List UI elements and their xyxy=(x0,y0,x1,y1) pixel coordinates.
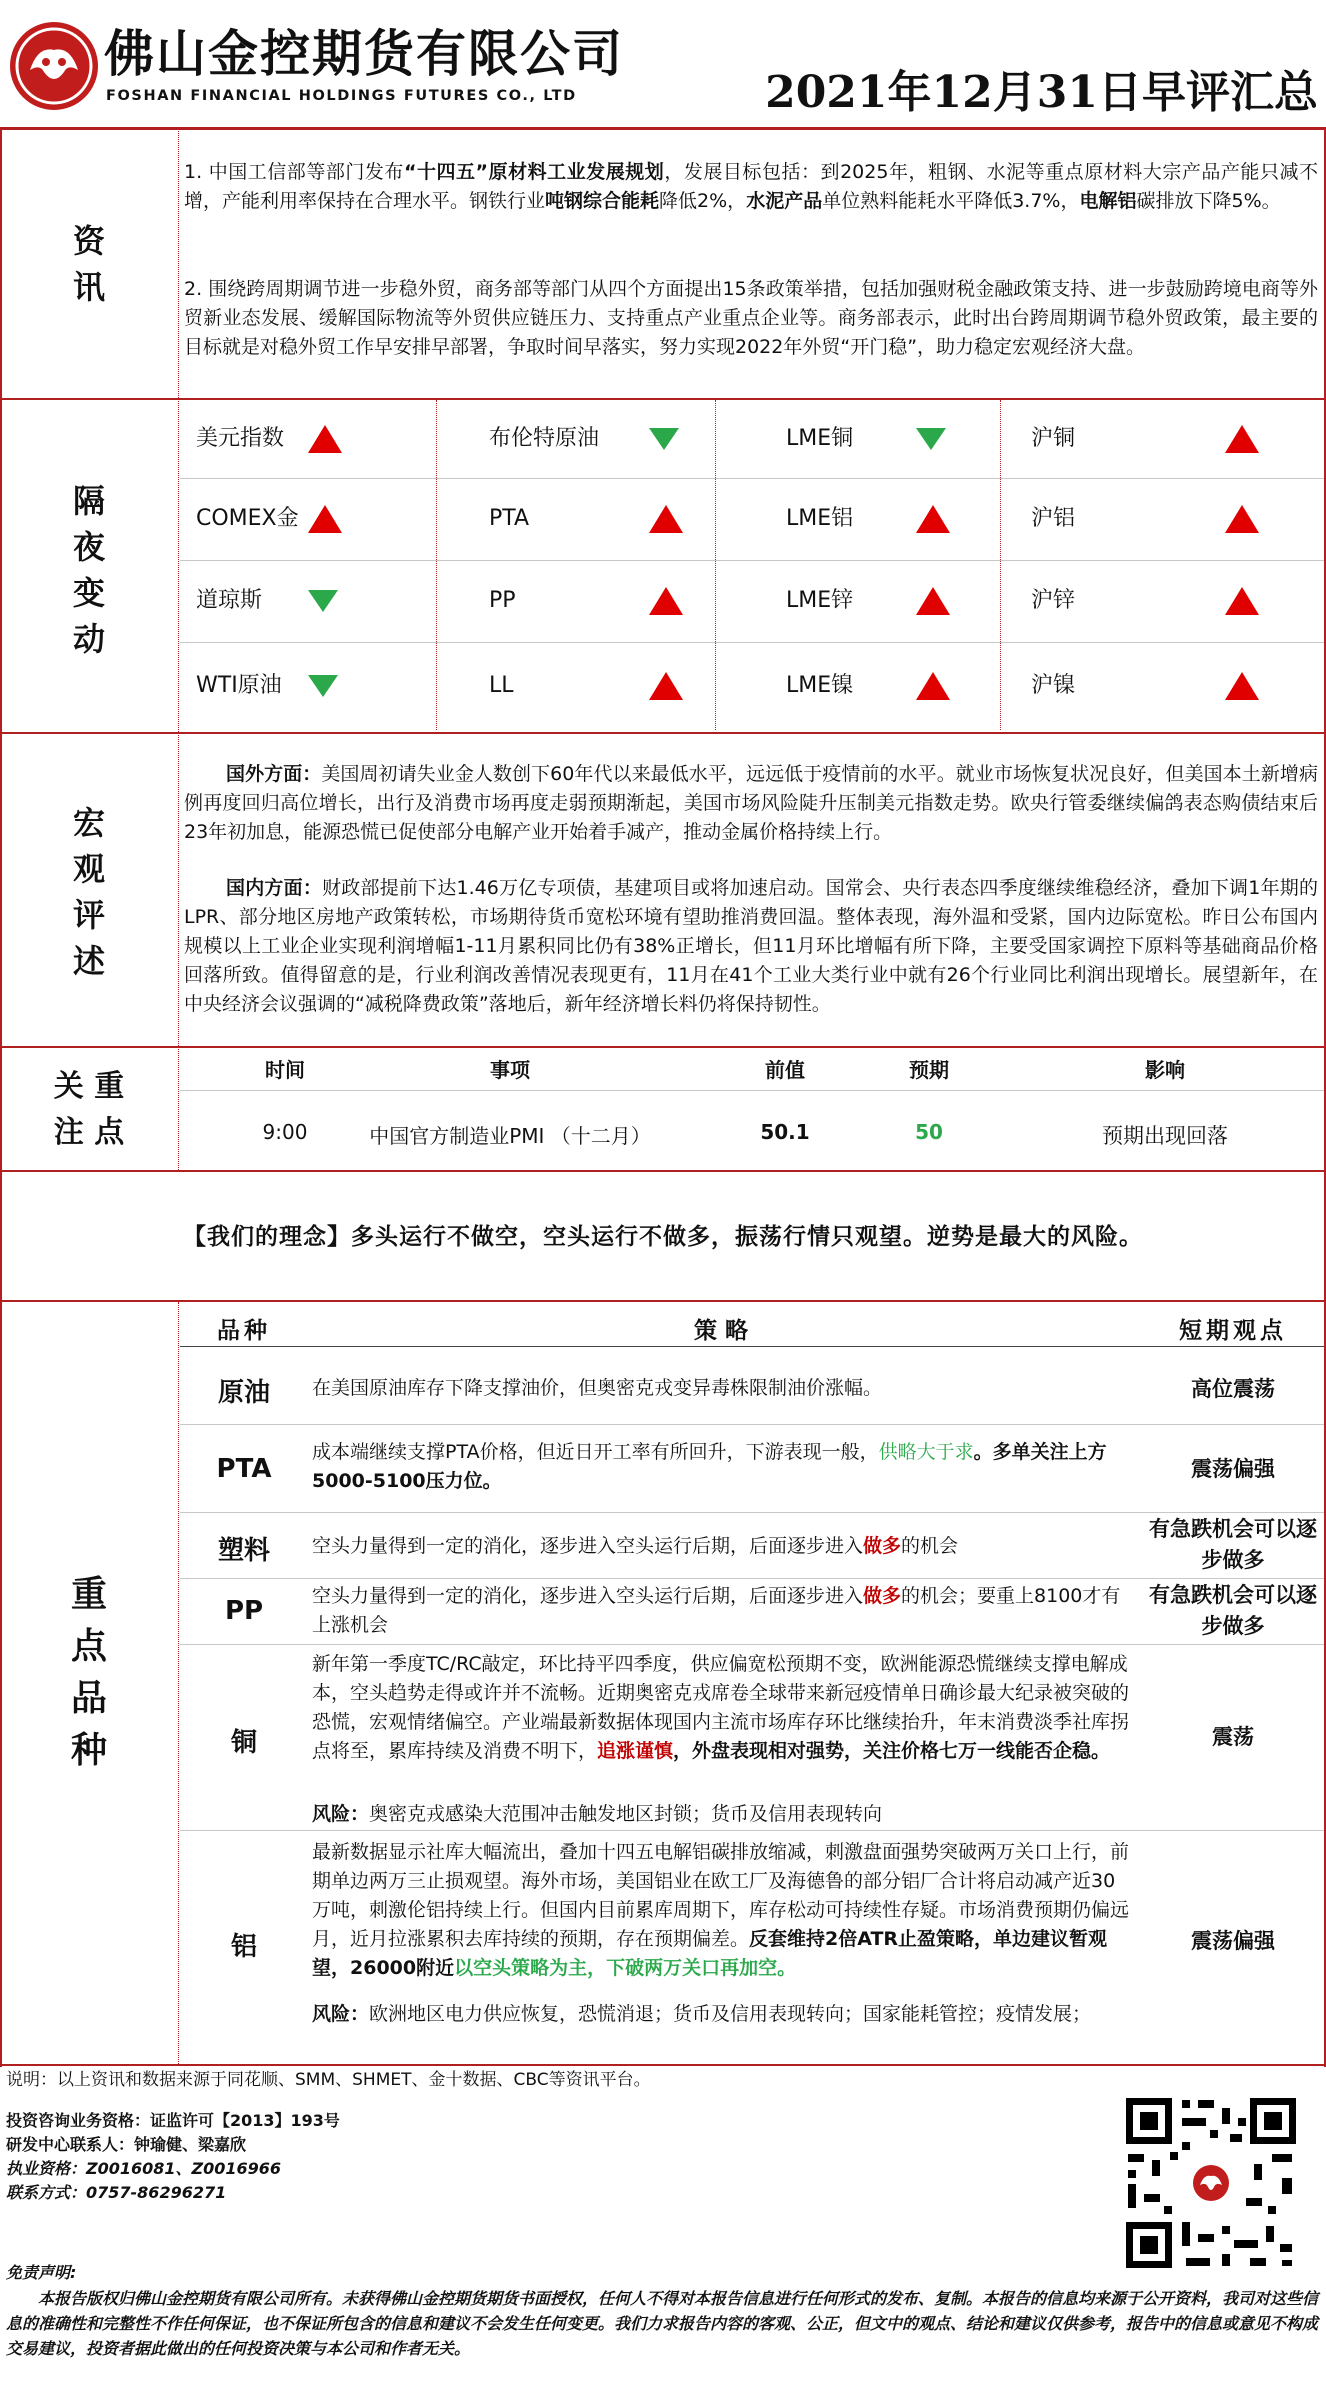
product-aluminum-risk: 风险：欧洲地区电力供应恢复，恐慌消退；货币及信用表现转向；国家能耗管控；疫情发展； xyxy=(312,2003,1092,2025)
market-cell xyxy=(716,478,1000,560)
disclaimer-title: 免责声明: xyxy=(6,2263,77,2282)
market-cell xyxy=(437,560,715,642)
arrow-up-icon xyxy=(916,672,950,700)
arrow-up-icon xyxy=(649,672,683,700)
product-pta-name: PTA xyxy=(216,1454,272,1484)
market-cell xyxy=(180,478,436,560)
product-aluminum-name: 铝 xyxy=(230,1932,257,1962)
market-instrument-name: 沪铝 xyxy=(1031,506,1076,531)
market-cell xyxy=(180,560,436,642)
company-name-cn: 佛山金控期货有限公司 xyxy=(104,24,624,83)
market-cell xyxy=(180,642,436,730)
market-instrument-name: 沪锌 xyxy=(1031,588,1076,613)
contact-qualification: 执业资格：Z0016081、Z0016966 xyxy=(6,2159,282,2178)
product-copper-name: 铜 xyxy=(230,1728,257,1758)
product-pp-strategy: 空头力量得到一定的消化，逐步进入空头运行后期，后面逐步进入做多的机会；要重上8100才有上涨机会 xyxy=(312,1585,1121,1636)
contact-researchers: 研发中心联系人：钟瑜健、梁嘉欣 xyxy=(6,2135,247,2154)
market-instrument-name: 布伦特原油 xyxy=(489,426,600,451)
market-instrument-name: 道琼斯 xyxy=(196,588,263,613)
market-cell xyxy=(716,560,1000,642)
section-label-overnight: 隔 夜 变 动 xyxy=(72,482,105,658)
market-cell xyxy=(437,400,715,478)
arrow-up-icon xyxy=(308,505,342,533)
product-pp-name: PP xyxy=(224,1596,264,1626)
market-instrument-name: PTA xyxy=(489,506,530,531)
arrow-up-icon xyxy=(1225,425,1259,453)
market-cell xyxy=(1001,642,1323,730)
event-impact: 预期出现回落 xyxy=(1102,1124,1228,1148)
market-cell xyxy=(437,478,715,560)
event-forecast: 50 xyxy=(915,1120,943,1144)
market-cell xyxy=(437,642,715,730)
market-instrument-name: LME铝 xyxy=(786,506,854,531)
product-crude-view: 高位震荡 xyxy=(1191,1377,1275,1401)
company-logo xyxy=(8,20,100,112)
market-instrument-name: PP xyxy=(489,588,516,613)
product-header-name: 品种 xyxy=(217,1318,271,1344)
product-crude-name: 原油 xyxy=(217,1378,270,1408)
event-header-prev: 前值 xyxy=(765,1058,805,1082)
product-plastic-strategy: 空头力量得到一定的消化，逐步进入空头运行后期，后面逐步进入做多的机会 xyxy=(312,1535,959,1557)
market-cell xyxy=(1001,478,1323,560)
market-cell xyxy=(180,400,436,478)
market-cell xyxy=(716,400,1000,478)
section-label-news: 资 讯 xyxy=(72,222,105,306)
arrow-down-icon xyxy=(308,590,338,612)
product-header-strategy: 策略 xyxy=(694,1318,756,1344)
arrow-down-icon xyxy=(916,428,946,450)
philosophy-banner: 【我们的理念】多头运行不做空，空头运行不做多，振荡行情只观望。逆势是最大的风险。 xyxy=(183,1223,1143,1250)
product-copper-strategy: 新年第一季度TC/RC敲定，环比持平四季度，供应偏宽松预期不变，欧洲能源恐慌继续支撑电解成本，空头趋势走得或许并不流畅。近期奥密克戎席卷全球带来新冠疫情单日确诊最大纪录被突破的恐慌，宏观情绪偏空。产业端最新数据体现国内主流市场库存环比继续抬升，年末消费淡季社库拐点将至，累库持续及消费不明下，追涨谨慎，外盘表现相对强势，关注价格七万一线能否企稳。 xyxy=(312,1653,1130,1762)
event-prev: 50.1 xyxy=(760,1120,810,1144)
market-instrument-name: COMEX金 xyxy=(196,506,299,531)
arrow-up-icon xyxy=(649,505,683,533)
arrow-down-icon xyxy=(308,675,338,697)
arrow-up-icon xyxy=(1225,672,1259,700)
arrow-up-icon xyxy=(1225,587,1259,615)
arrow-up-icon xyxy=(916,587,950,615)
product-plastic-view: 有急跌机会可以逐步做多 xyxy=(1149,1517,1317,1572)
event-time: 9:00 xyxy=(262,1120,308,1144)
product-pta-strategy: 成本端继续支撑PTA价格，但近日开工率有所回升，下游表现一般，供略大于求。多单关注上方5000-5100压力位。 xyxy=(312,1441,1107,1492)
product-aluminum-strategy: 最新数据显示社库大幅流出，叠加十四五电解铝碳排放缩减，刺激盘面强势突破两万关口上行，前期单边两万三止损观望。海外市场，美国铝业在欧工厂及海德鲁的部分铝厂合计将启动减产近30万吨，刺激伦铝持续上行。但国内目前累库周期下，库存松动可持续性存疑。市场消费预期仍偏远月，近月拉涨累积去库持续的预期，存在预期偏差。反套维持2倍ATR止盈策略，单边建议暂观望，26000附近以空头策略为主，下破两万关口再加空。 xyxy=(312,1841,1130,1979)
market-instrument-name: LME铜 xyxy=(786,426,854,451)
product-crude-strategy: 在美国原油库存下降支撑油价，但奥密克戎变异毒株限制油价涨幅。 xyxy=(312,1377,883,1399)
event-header-forecast: 预期 xyxy=(909,1058,949,1082)
macro-domestic: 国内方面：财政部提前下达1.46万亿专项债，基建项目或将加速启动。国常会、央行表态四季度继续维稳经济，叠加下调1年期的LPR、部分地区房地产政策转松，市场期待货币宽松环境有望助推消费回温。整体表现，海外温和受紧，国内边际宽松。昨日公布国内规模以上工业企业实现利润增幅1-11月累积同比仍有38%正增长，但11月环比增幅有所下降，主要受国家调控下原料等基础商品价格回落所致。值得留意的是，行业利润改善情况表现更有，11月在41个工业大类行业中就有26个行业同比利润出现增长。展望新年，在中央经济会议强调的“减税降费政策”落地后，新年经济增长料仍将保持韧性。 xyxy=(184,877,1318,1015)
product-header-view: 短期观点 xyxy=(1179,1318,1287,1344)
market-instrument-name: 美元指数 xyxy=(196,426,285,451)
report-title: 2021年12月31日早评汇总 xyxy=(765,67,1318,118)
contact-phone: 联系方式：0757-86296271 xyxy=(6,2183,227,2202)
market-instrument-name: LME镍 xyxy=(786,673,854,698)
disclaimer-text: 本报告版权归佛山金控期货有限公司所有。未获得佛山金控期货期货书面授权，任何人不得对本报告信息进行任何形式的发布、复制。本报告的信息均来源于公开资料，我司对这些信息的准确性和完整性不作任何保证，也不保证所包含的信息和建议不会发生任何变更。我们力求报告内容的客观、公正，但文中的观点、结论和建议仅供参考，报告中的信息或意见不构成交易建议，投资者据此做出的任何投资决策与本公司和作者无关。 xyxy=(6,2289,1319,2358)
market-cell xyxy=(1001,560,1323,642)
section-label-focus: 关 重 注 点 xyxy=(53,1069,125,1150)
market-instrument-name: 沪铜 xyxy=(1031,426,1076,451)
market-cell xyxy=(1001,400,1323,478)
macro-foreign: 国外方面：美国周初请失业金人数创下60年代以来最低水平，远远低于疫情前的水平。就业市场恢复状况良好，但美国本土新增病例再度回归高位增长，出行及消费市场再度走弱预期渐起，美国市场风险陡升压制美元指数走势。欧央行管委继续偏鸽表态购债结束后23年初加息，能源恐慌已促使部分电解产业开始着手减产，推动金属价格持续上行。 xyxy=(184,763,1318,843)
event-header-time: 时间 xyxy=(265,1058,305,1082)
news-item-1: 1. 中国工信部等部门发布“十四五”原材料工业发展规划，发展目标包括：到2025年，粗钢、水泥等重点原材料大宗产品产能只减不增，产能利用率保持在合理水平。钢铁行业吨钢综合能耗降低2%，水泥产品单位熟料能耗水平降低3.7%，电解铝碳排放下降5%。 xyxy=(184,161,1319,212)
product-copper-view: 震荡 xyxy=(1212,1725,1254,1749)
product-pta-view: 震荡偏强 xyxy=(1191,1457,1275,1481)
product-aluminum-view: 震荡偏强 xyxy=(1191,1929,1275,1953)
product-plastic-name: 塑料 xyxy=(217,1536,270,1566)
market-cell xyxy=(716,642,1000,730)
company-name-en: FOSHAN FINANCIAL HOLDINGS FUTURES CO., LTD xyxy=(106,88,577,104)
arrow-up-icon xyxy=(308,425,342,453)
contact-license: 投资咨询业务资格：证监许可【2013】193号 xyxy=(6,2111,340,2130)
data-source-note: 说明：以上资讯和数据来源于同花顺、SMM、SHMET、金十数据、CBC等资讯平台。 xyxy=(6,2070,651,2090)
product-pp-view: 有急跌机会可以逐步做多 xyxy=(1149,1583,1317,1638)
arrow-down-icon xyxy=(649,428,679,450)
event-header-item: 事项 xyxy=(490,1058,530,1082)
event-header-impact: 影响 xyxy=(1145,1058,1185,1082)
arrow-up-icon xyxy=(649,587,683,615)
news-item-2: 2. 围绕跨周期调节进一步稳外贸，商务部等部门从四个方面提出15条政策举措，包括加强财税金融政策支持、进一步鼓励跨境电商等外贸新业态发展、缓解国际物流等外贸供应链压力、支持重点产业重点企业等。商务部表示，此时出台跨周期调节稳外贸政策，最主要的目标就是对稳外贸工作早安排早部署，争取时间早落实，努力实现2022年外贸“开门稳”，助力稳定宏观经济大盘。 xyxy=(184,278,1318,358)
section-label-key-products: 重 点 品 种 xyxy=(70,1573,107,1771)
section-label-macro: 宏 观 评 述 xyxy=(72,804,105,980)
event-item: 中国官方制造业PMI （十二月） xyxy=(369,1124,651,1148)
qr-code xyxy=(1122,2094,1300,2272)
market-instrument-name: LME锌 xyxy=(786,588,854,613)
arrow-up-icon xyxy=(1225,505,1259,533)
market-instrument-name: WTI原油 xyxy=(196,673,282,698)
arrow-up-icon xyxy=(916,505,950,533)
market-instrument-name: 沪镍 xyxy=(1031,673,1076,698)
product-copper-risk: 风险：奥密克戎感染大范围冲击触发地区封锁；货币及信用表现转向 xyxy=(312,1803,883,1825)
market-instrument-name: LL xyxy=(489,673,514,698)
